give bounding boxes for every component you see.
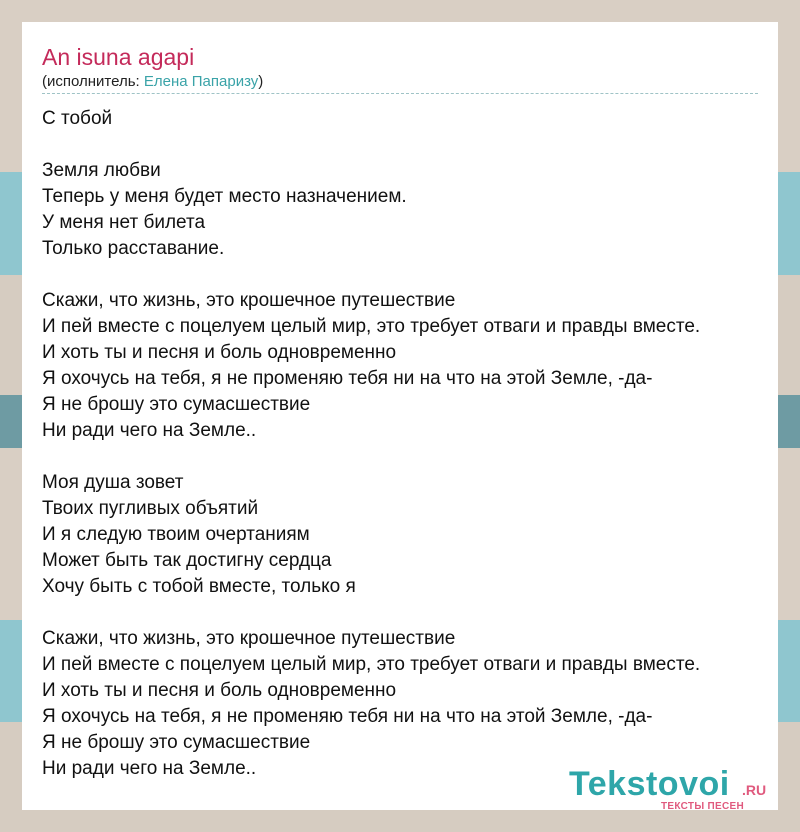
logo-tagline: ТЕКСТЫ ПЕСЕН	[661, 801, 744, 812]
lyric-line: Скажи, что жизнь, это крошечное путешествие	[42, 628, 456, 649]
lyric-line: Теперь у меня будет место назначением.	[42, 186, 407, 207]
lyric-line	[42, 444, 700, 470]
lyric-line: У меня нет билета	[42, 212, 206, 233]
lyric-line: И я следую твоим очертаниям	[42, 524, 310, 545]
lyric-line: Твоих пугливых объятий	[42, 498, 259, 519]
lyric-line: Я охочусь на тебя, я не променяю тебя ни на что на этой Земле, -да-	[42, 368, 653, 389]
artist-link[interactable]: Елена Папаризу	[143, 73, 259, 90]
lyric-line: Моя душа зовет	[42, 472, 184, 493]
artist-prefix: (исполнитель:	[42, 73, 144, 90]
logo-domain: .RU	[742, 782, 767, 798]
lyrics-card	[22, 22, 778, 810]
lyric-line: Я охочусь на тебя, я не променяю тебя ни на что на этой Земле, -да-	[42, 706, 653, 727]
lyric-line: Может быть так достигну сердца	[42, 550, 332, 571]
song-title: An isuna agapi	[42, 44, 195, 70]
lyric-line: Скажи, что жизнь, это крошечное путешествие	[42, 290, 456, 311]
lyric-line: И хоть ты и песня и боль одновременно	[42, 680, 397, 701]
lyric-line	[42, 132, 700, 158]
lyric-line: Я не брошу это сумасшествие	[42, 394, 311, 415]
logo-wordmark: Tekstovoi	[569, 765, 730, 803]
artist-suffix: )	[258, 73, 264, 90]
lyric-line: Только расставание.	[42, 238, 225, 259]
lyric-line: С тобой	[42, 108, 113, 129]
lyrics-body	[42, 106, 700, 782]
lyric-line: Ни ради чего на Земле..	[42, 758, 257, 779]
lyric-line: Я не брошу это сумасшествие	[42, 732, 311, 753]
lyric-line: И пей вместе с поцелуем целый мир, это требует отваги и правды вместе.	[42, 316, 701, 337]
lyric-line: И пей вместе с поцелуем целый мир, это требует отваги и правды вместе.	[42, 654, 701, 675]
lyric-line: Хочу быть с тобой вместе, только я	[42, 576, 356, 597]
lyric-line	[42, 262, 700, 288]
title-divider	[42, 93, 758, 94]
artist-line	[42, 73, 263, 90]
lyric-line: Ни ради чего на Земле..	[42, 420, 257, 441]
lyric-line	[42, 600, 700, 626]
lyric-line: Земля любви	[42, 160, 161, 181]
site-logo[interactable]	[569, 765, 774, 813]
lyric-line: И хоть ты и песня и боль одновременно	[42, 342, 397, 363]
